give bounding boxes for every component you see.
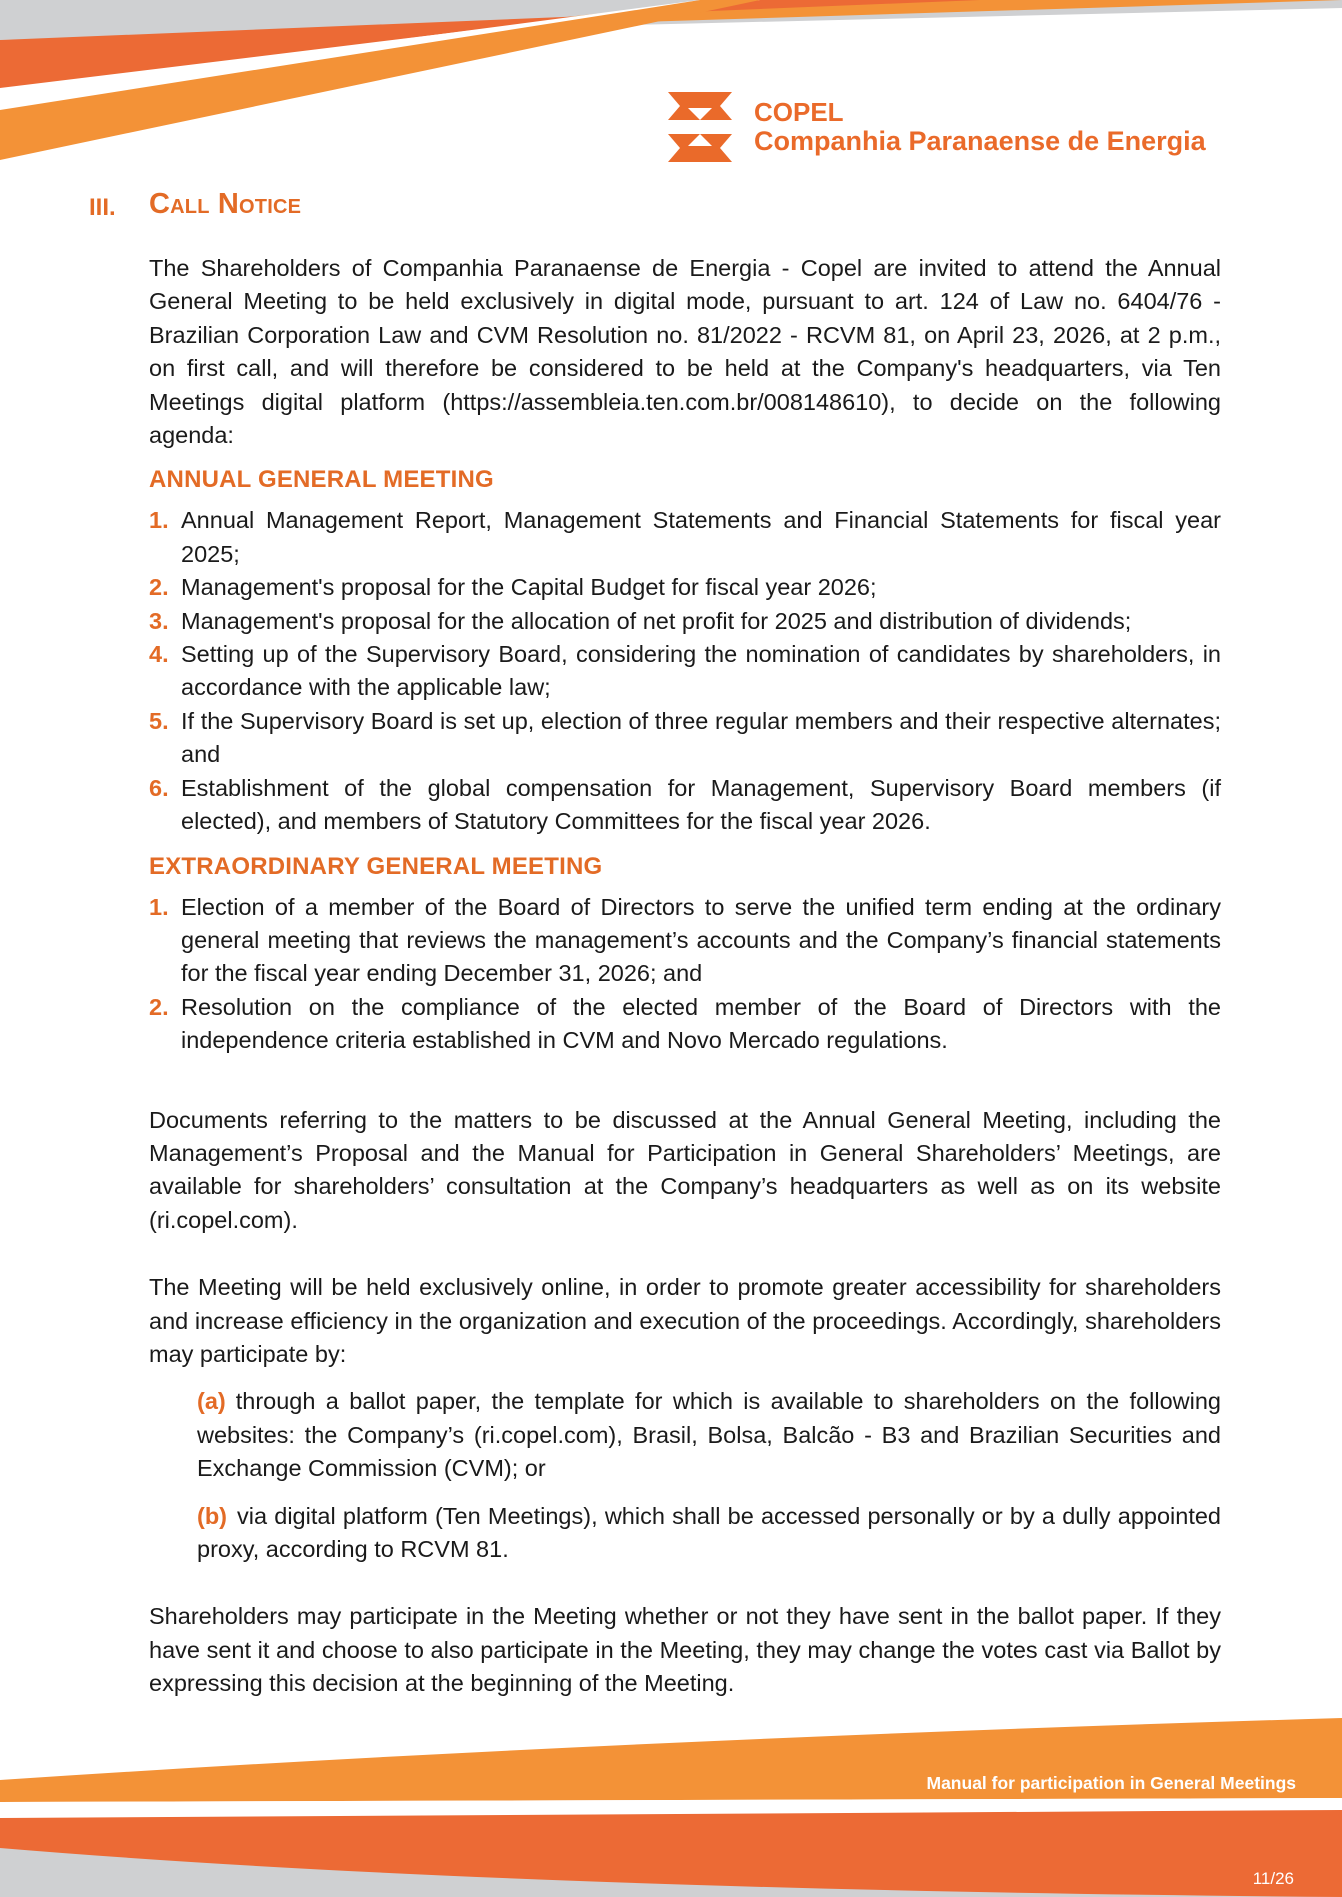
agenda-item-number: 3. bbox=[149, 607, 169, 634]
agenda-item-number: 5. bbox=[149, 707, 169, 734]
footer-decoration bbox=[0, 1700, 1342, 1897]
intro-paragraph: The Shareholders of Companhia Paranaense de Energia - Copel are invited to attend the Annual General Meeting to be held exclusively in digital mode, pursuant to art. 124 of Law no. 6404/76 - Brazilian Corporation Law and CVM Resolution no. 81/2022 - RCVM 81, on April 23, 2026, at 2 p.m., on first call, and will therefore be considered to be held at the Company's headquarters, via Ten Meetings digital platform (https://assembleia.ten.com.br/008148610), to decide on the following agenda: bbox=[149, 255, 1221, 449]
agenda-item-number: 1. bbox=[149, 893, 169, 920]
agm-agenda-list bbox=[149, 504, 1221, 838]
agenda-item bbox=[149, 991, 1221, 1058]
agenda-item-text: If the Supervisory Board is set up, election of three regular members and their respective alternates; and bbox=[181, 707, 1221, 768]
agenda-item-number: 4. bbox=[149, 641, 169, 668]
egm-agenda-list bbox=[149, 891, 1221, 1058]
participation-option bbox=[197, 1385, 1221, 1485]
option-text: via digital platform (Ten Meetings), which shall be accessed personally or by a dully appointed proxy, according to RCVM 81. bbox=[197, 1502, 1221, 1562]
section-number: III. bbox=[89, 194, 116, 221]
agenda-item bbox=[149, 705, 1221, 772]
closing-paragraph: Shareholders may participate in the Meeting whether or not they have sent in the ballot paper. If they have sent it and choose to also participate in the Meeting, they may change the votes cast via Ballot by expressing this decision at the beginning of the Meeting. bbox=[149, 1603, 1221, 1697]
copel-logo bbox=[662, 90, 1206, 164]
agenda-item-text: Annual Management Report, Management Statements and Financial Statements for fiscal year 2025; bbox=[181, 507, 1221, 567]
agenda-item bbox=[149, 605, 1221, 638]
copel-logo-icon bbox=[662, 90, 738, 164]
agenda-item-text: Management's proposal for the allocation of net profit for 2025 and distribution of dividends; bbox=[181, 607, 1132, 634]
document-body bbox=[89, 186, 1221, 1701]
agenda-item-text: Resolution on the compliance of the elected member of the Board of Directors with the independence criteria established in CVM and Novo Mercado regulations. bbox=[181, 993, 1221, 1054]
agenda-item-text: Setting up of the Supervisory Board, considering the nomination of candidates by shareholders, in accordance with the applicable law; bbox=[181, 641, 1221, 701]
agm-heading: ANNUAL GENERAL MEETING bbox=[149, 466, 494, 494]
section-title: Call Notice bbox=[149, 188, 302, 220]
agenda-item-text: Management's proposal for the Capital Budget for fiscal year 2026; bbox=[181, 574, 877, 601]
agenda-item bbox=[149, 772, 1221, 839]
section-heading bbox=[89, 186, 1221, 230]
footer-title: Manual for participation in General Meetings bbox=[926, 1773, 1296, 1793]
agenda-item bbox=[149, 571, 1221, 604]
agenda-item bbox=[149, 891, 1221, 991]
logo-name: COPEL bbox=[754, 97, 844, 127]
page-number: 11/26 bbox=[1252, 1869, 1294, 1888]
option-label: (a) bbox=[197, 1388, 226, 1415]
egm-heading: EXTRAORDINARY GENERAL MEETING bbox=[149, 852, 603, 880]
option-label: (b) bbox=[197, 1502, 228, 1529]
agenda-item-text: Election of a member of the Board of Directors to serve the unified term ending at the ordinary general meeting that reviews the management’s accounts and the Company’s financial statements for the fiscal year ending December 31, 2026; and bbox=[181, 893, 1221, 987]
agenda-item-number: 1. bbox=[149, 507, 169, 534]
agenda-item-number: 2. bbox=[149, 993, 169, 1020]
participation-option bbox=[197, 1500, 1221, 1567]
agenda-item bbox=[149, 504, 1221, 571]
agenda-item bbox=[149, 638, 1221, 705]
option-text: through a ballot paper, the template for which is available to shareholders on the following websites: the Company’s (ri.copel.com), Brasil, Bolsa, Balcão - B3 and Brazilian Securities and Exchange Commission (CVM); or bbox=[197, 1388, 1221, 1482]
agenda-item-number: 2. bbox=[149, 574, 169, 601]
logo-fullname: Companhia Paranaense de Energia bbox=[754, 126, 1206, 156]
agenda-item-text: Establishment of the global compensation for Management, Supervisory Board members (if elected), and members of Statutory Committees for the fiscal year 2026. bbox=[181, 774, 1221, 835]
agenda-item-number: 6. bbox=[149, 774, 169, 801]
documents-paragraph: Documents referring to the matters to be discussed at the Annual General Meeting, including the Management’s Proposal and the Manual for Participation in General Shareholders’ Meetings, are available for shareholders’ consultation at the Company’s headquarters as well as on its website (ri.copel.com). bbox=[149, 1106, 1221, 1233]
meeting-paragraph: The Meeting will be held exclusively online, in order to promote greater accessibility for shareholders and increase efficiency in the organization and execution of the proceedings. Accordingly, shareholders may participate by: bbox=[149, 1274, 1221, 1367]
